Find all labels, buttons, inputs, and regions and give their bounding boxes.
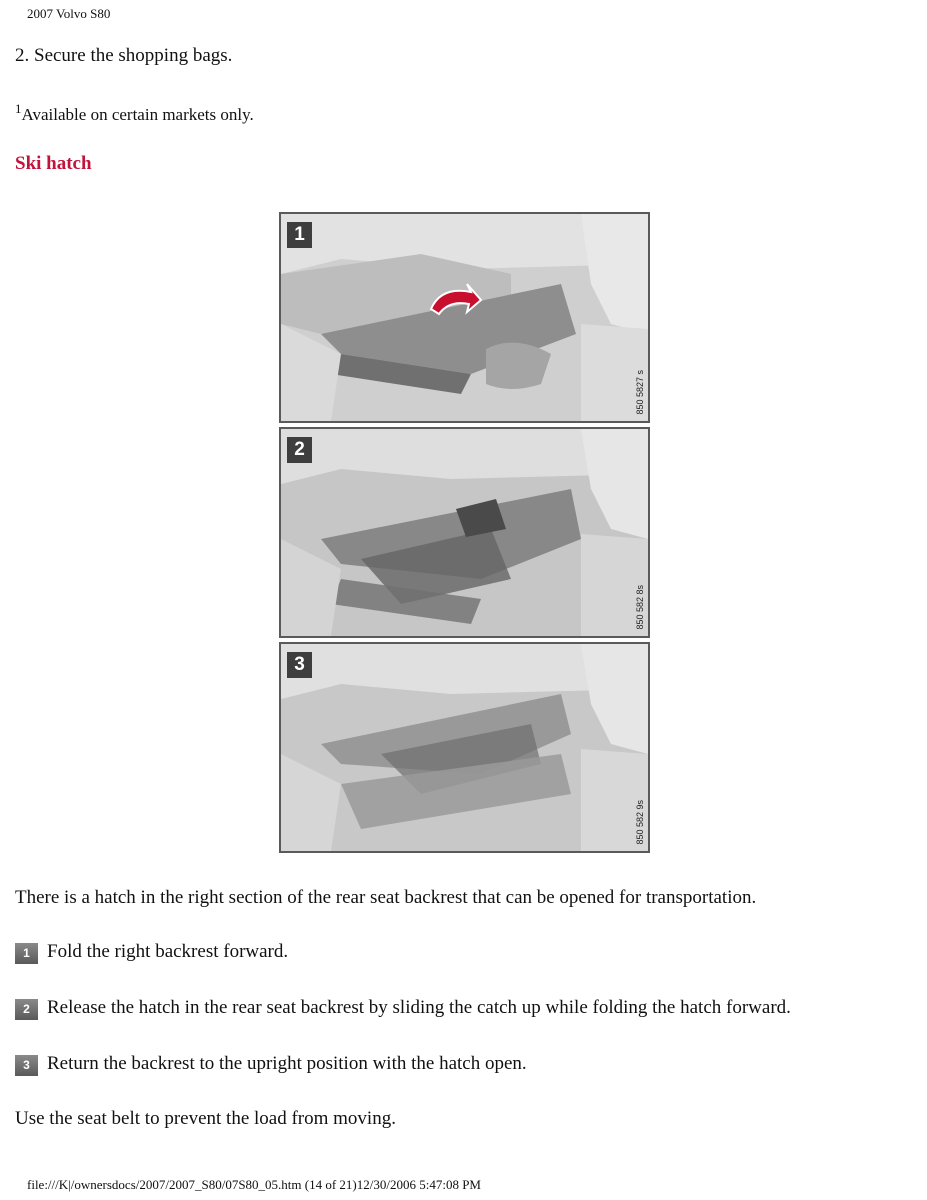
step-2 (15, 996, 791, 1020)
image-code: 850 582 8s (635, 585, 645, 630)
step-3 (15, 1052, 527, 1076)
step-1 (15, 940, 288, 964)
panel-1-drawing (281, 214, 648, 421)
closing-paragraph: Use the seat belt to prevent the load from moving. (15, 1108, 396, 1129)
step-number-icon: 3 (15, 1055, 38, 1076)
illustration-panel-2 (279, 427, 650, 638)
illustration-panel-3 (279, 642, 650, 853)
panel-number-badge: 1 (287, 222, 312, 248)
illustration-panel-1 (279, 212, 650, 423)
panel-3-drawing (281, 644, 648, 851)
step-text: Return the backrest to the upright position with the hatch open. (47, 1053, 527, 1074)
image-code: 850 5827 s (635, 370, 645, 415)
step-number-icon: 2 (15, 999, 38, 1020)
file-path-footer: file:///K|/ownersdocs/2007/2007_S80/07S80_05.htm (14 of 21)12/30/2006 5:47:08 PM (27, 1177, 481, 1192)
intro-step: 2. Secure the shopping bags. (15, 45, 233, 66)
page-header: 2007 Volvo S80 (27, 6, 111, 21)
image-code: 850 582 9s (635, 800, 645, 845)
description-paragraph: There is a hatch in the right section of the rear seat backrest that can be opened for transportation. (15, 887, 757, 908)
footnote-text: Available on certain markets only. (21, 105, 254, 124)
panel-2-drawing (281, 429, 648, 636)
panel-number-badge: 2 (287, 437, 312, 463)
step-text: Release the hatch in the rear seat backrest by sliding the catch up while folding the hatch forward. (47, 997, 791, 1018)
panel-number-badge: 3 (287, 652, 312, 678)
section-title: Ski hatch (15, 153, 92, 174)
footnote (15, 101, 254, 125)
footnote-mark: 1 (15, 101, 22, 116)
step-number-icon: 1 (15, 943, 38, 964)
step-text: Fold the right backrest forward. (47, 941, 289, 962)
ski-hatch-illustration (279, 212, 650, 853)
